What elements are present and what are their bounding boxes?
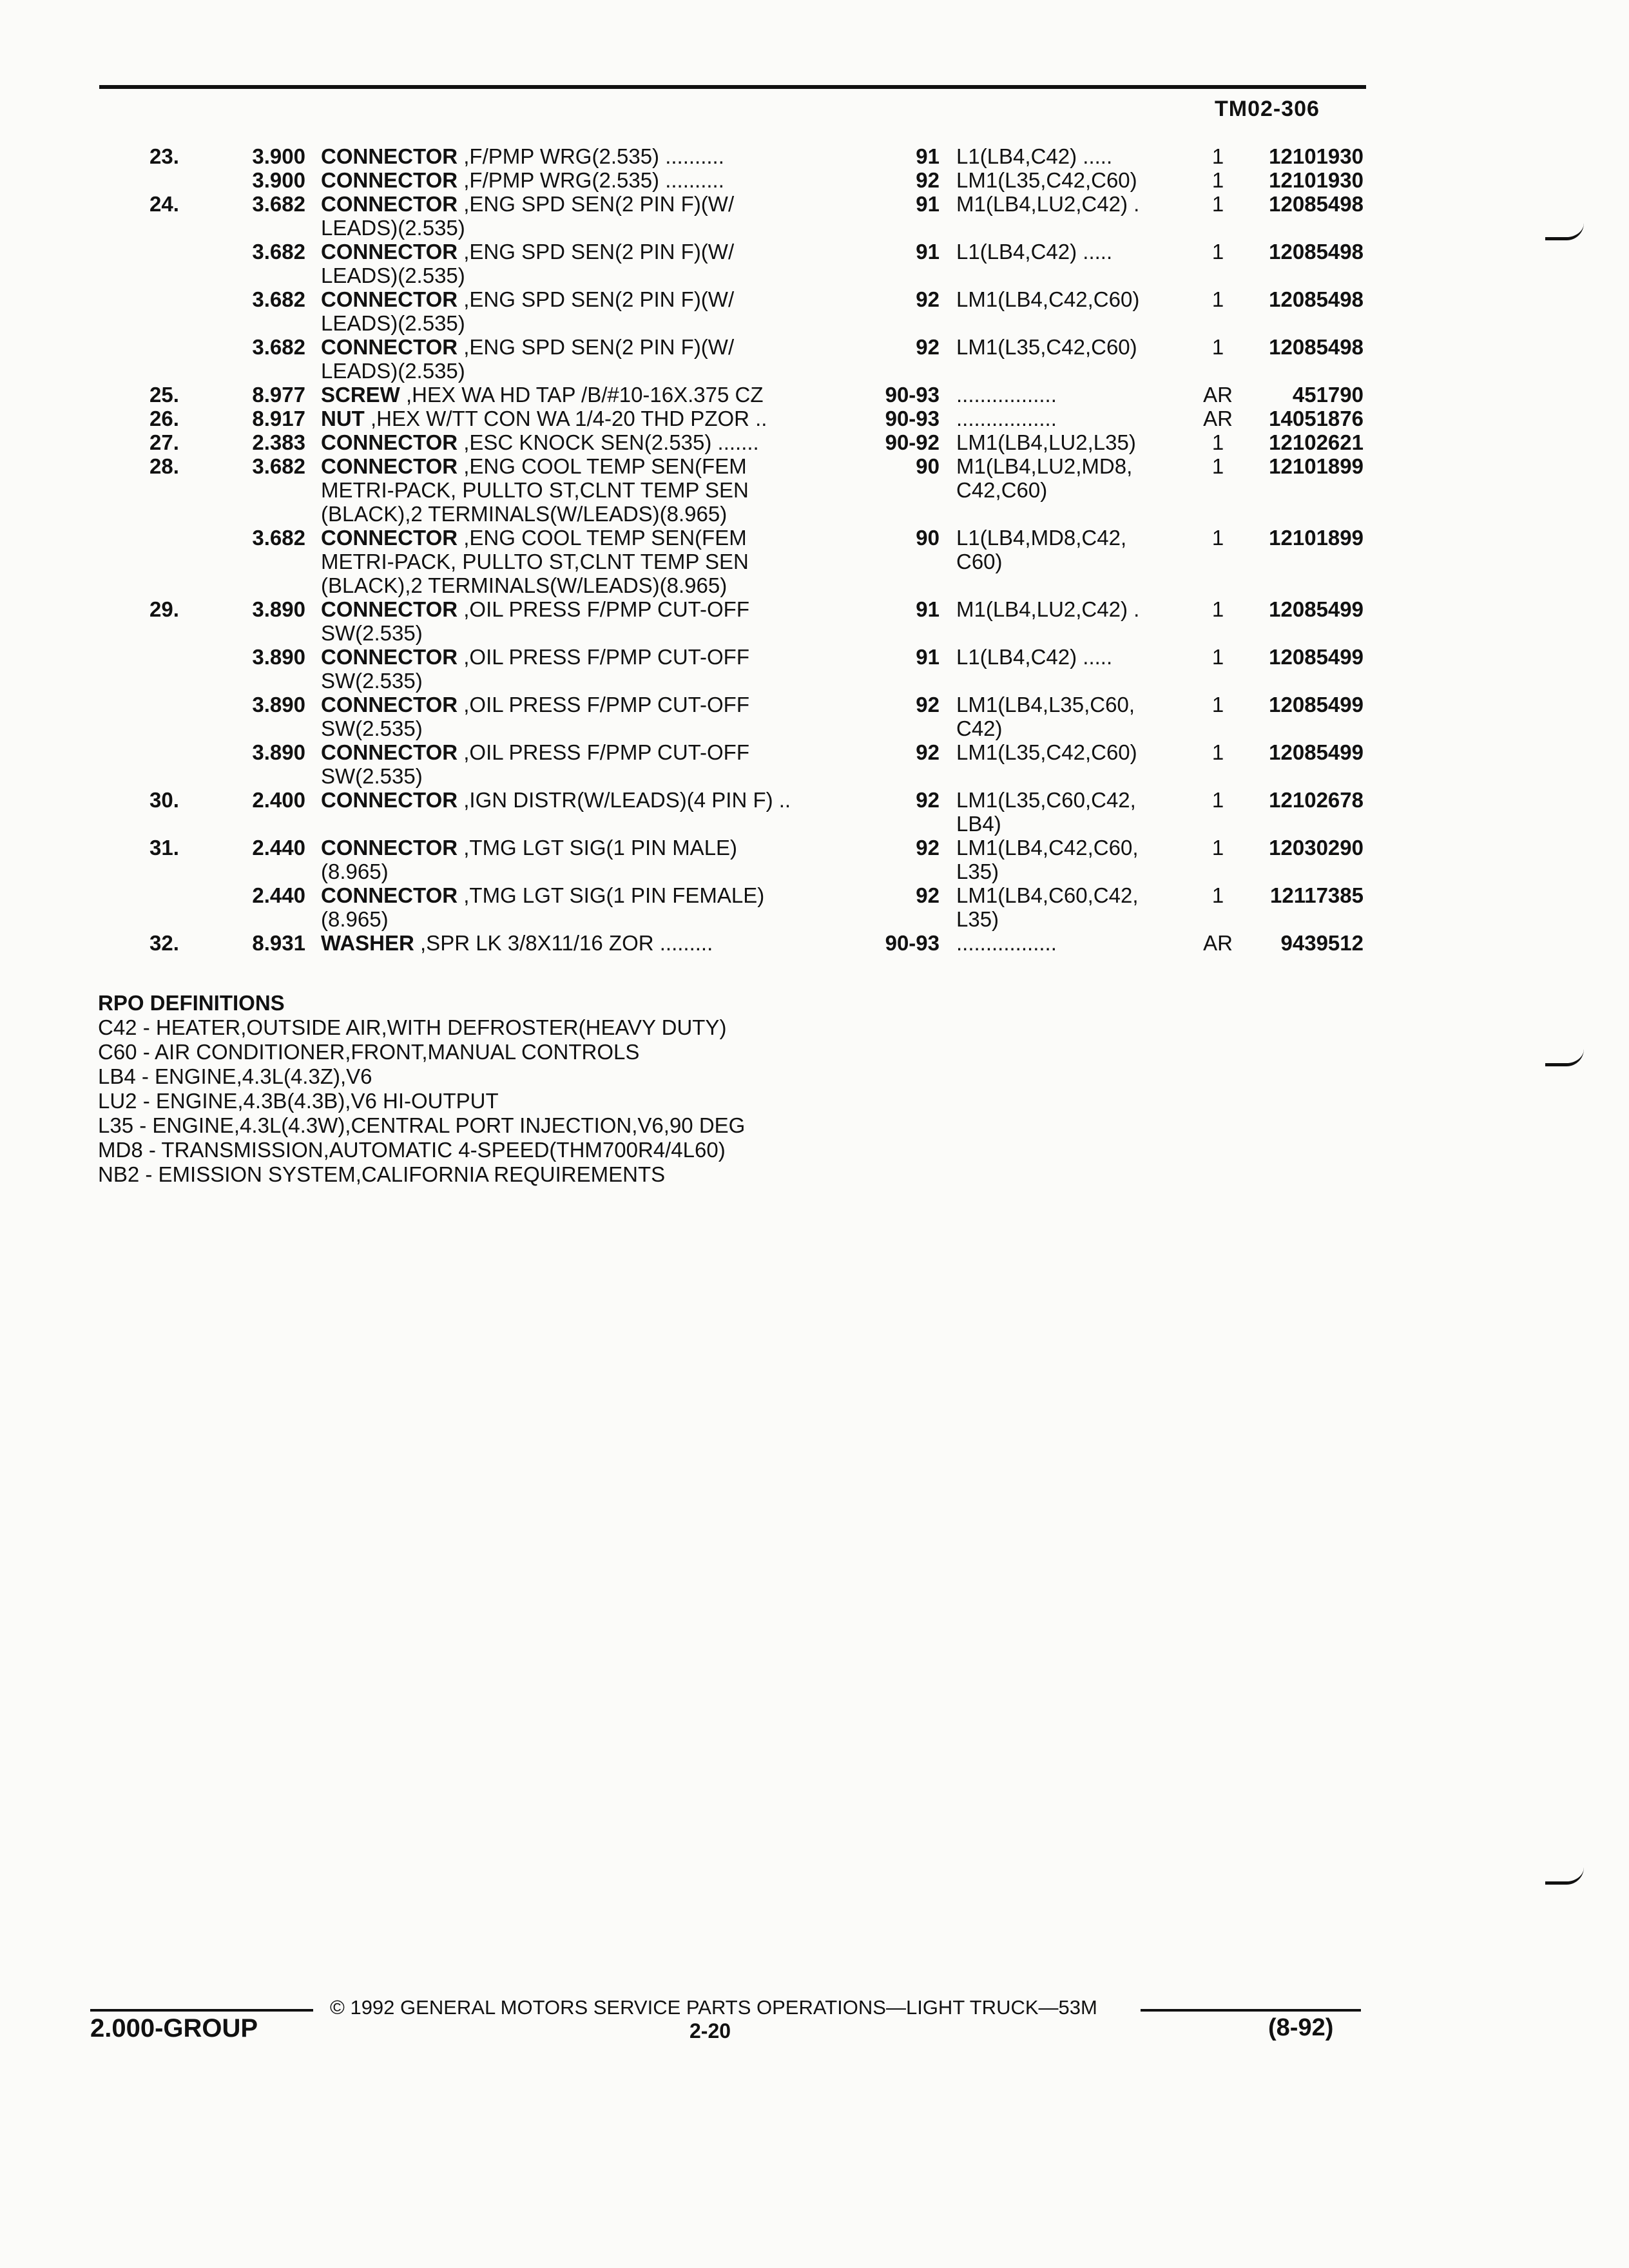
top-rule (99, 85, 1366, 89)
quantity: 1 (1211, 454, 1224, 478)
quantity: 1 (1211, 836, 1224, 860)
rpo-usage: LM1(LB4,LU2,L35) (956, 430, 1136, 454)
part-number: 12102678 (1269, 788, 1364, 812)
table-row (0, 287, 1629, 335)
table-row (0, 192, 1629, 240)
rpo-usage: LM1(L35,C60,C42, LB4) (956, 788, 1136, 836)
part-description-text: ,HEX W/TT CON WA 1/4-20 THD PZOR .. (364, 407, 767, 430)
rpo-usage: LM1(LB4,C42,C60) (956, 287, 1140, 311)
group-number: 2.440 (252, 836, 305, 860)
part-description (321, 883, 862, 931)
part-description (321, 335, 862, 383)
part-description-text: ,ENG SPD SEN(2 PIN F)(W/ LEADS)(2.535) (321, 335, 735, 383)
part-description (321, 383, 862, 407)
item-number: 25. (149, 383, 179, 407)
item-number: 23. (149, 144, 179, 168)
footer-rule-right (1141, 2009, 1361, 2012)
quantity: 1 (1211, 693, 1224, 716)
page-date: (8-92) (1268, 2014, 1334, 2041)
rpo-usage: L1(LB4,MD8,C42, C60) (956, 526, 1127, 573)
group-number: 8.931 (252, 931, 305, 955)
part-description (321, 287, 862, 335)
item-number: 32. (149, 931, 179, 955)
part-noun: CONNECTOR (321, 430, 458, 454)
group-number: 3.682 (252, 526, 305, 550)
part-description (321, 931, 862, 955)
quantity: 1 (1211, 597, 1224, 621)
group-number: 3.682 (252, 240, 305, 264)
quantity: AR (1203, 383, 1233, 407)
part-noun: CONNECTOR (321, 335, 458, 359)
part-noun: CONNECTOR (321, 240, 458, 264)
model-years: 92 (916, 287, 940, 311)
page-number: 2-20 (689, 2019, 731, 2042)
part-number: 12085499 (1269, 597, 1364, 621)
copyright-notice: © 1992 GENERAL MOTORS SERVICE PARTS OPERATIONS—LIGHT TRUCK—53M (330, 1996, 1097, 2019)
model-years: 90-93 (885, 931, 940, 955)
part-number: 12085498 (1269, 192, 1364, 216)
part-number: 12101930 (1269, 168, 1364, 192)
part-noun: CONNECTOR (321, 287, 458, 311)
rpo-usage: M1(LB4,LU2,C42) . (956, 597, 1140, 621)
part-noun: CONNECTOR (321, 597, 458, 621)
item-number: 31. (149, 836, 179, 860)
rpo-definition: LU2 - ENGINE,4.3B(4.3B),V6 HI-OUTPUT (98, 1089, 499, 1113)
group-label: 2.000-GROUP (90, 2014, 258, 2042)
group-number: 3.890 (252, 693, 305, 716)
rpo-usage: LM1(LB4,C60,C42, L35) (956, 883, 1139, 931)
group-number: 3.682 (252, 192, 305, 216)
part-description (321, 192, 862, 240)
rpo-definition: C42 - HEATER,OUTSIDE AIR,WITH DEFROSTER(HEAVY DUTY) (98, 1015, 727, 1039)
model-years: 90-93 (885, 407, 940, 430)
rpo-usage: ................. (956, 407, 1057, 430)
group-number: 3.890 (252, 597, 305, 621)
model-years: 91 (916, 144, 940, 168)
table-row (0, 597, 1629, 645)
table-row (0, 430, 1629, 454)
group-number: 2.383 (252, 430, 305, 454)
part-description-text: ,ENG COOL TEMP SEN(FEM METRI-PACK, PULLTO ST,CLNT TEMP SEN (BLACK),2 TERMINALS(W/LEADS)(8.965) (321, 454, 749, 526)
group-number: 3.682 (252, 335, 305, 359)
rpo-usage: ................. (956, 931, 1057, 955)
part-noun: CONNECTOR (321, 788, 458, 812)
part-number: 12085498 (1269, 287, 1364, 311)
group-number: 3.890 (252, 645, 305, 669)
group-number: 3.900 (252, 168, 305, 192)
model-years: 92 (916, 335, 940, 359)
model-years: 92 (916, 788, 940, 812)
rpo-usage: LM1(L35,C42,C60) (956, 168, 1137, 192)
part-description (321, 407, 862, 430)
part-description (321, 144, 862, 168)
part-number: 12085499 (1269, 693, 1364, 716)
table-row (0, 526, 1629, 597)
group-number: 8.917 (252, 407, 305, 430)
rpo-usage: LM1(L35,C42,C60) (956, 740, 1137, 764)
rpo-usage: M1(LB4,LU2,C42) . (956, 192, 1140, 216)
table-row (0, 836, 1629, 883)
footer-rule-left (90, 2009, 313, 2012)
rpo-usage: L1(LB4,C42) ..... (956, 144, 1113, 168)
part-noun: CONNECTOR (321, 192, 458, 216)
group-number: 2.400 (252, 788, 305, 812)
rpo-definitions-heading: RPO DEFINITIONS (98, 991, 285, 1015)
model-years: 91 (916, 192, 940, 216)
rpo-usage: L1(LB4,C42) ..... (956, 240, 1113, 264)
part-number: 12085499 (1269, 740, 1364, 764)
rpo-definitions (98, 991, 745, 1187)
rpo-definition: LB4 - ENGINE,4.3L(4.3Z),V6 (98, 1064, 372, 1088)
model-years: 90 (916, 526, 940, 550)
model-years: 92 (916, 883, 940, 907)
rpo-usage: LM1(LB4,C42,C60, L35) (956, 836, 1139, 883)
part-noun: CONNECTOR (321, 883, 458, 907)
rpo-usage: LM1(L35,C42,C60) (956, 335, 1137, 359)
quantity: AR (1203, 407, 1233, 430)
group-number: 3.900 (252, 144, 305, 168)
part-number: 12101930 (1269, 144, 1364, 168)
part-description-text: ,F/PMP WRG(2.535) .......... (458, 144, 724, 168)
part-number: 9439512 (1280, 931, 1364, 955)
part-description (321, 454, 862, 526)
part-noun: CONNECTOR (321, 144, 458, 168)
part-number: 12085498 (1269, 240, 1364, 264)
table-row (0, 693, 1629, 740)
part-description-text: ,OIL PRESS F/PMP CUT-OFF SW(2.535) (321, 693, 749, 740)
model-years: 90-92 (885, 430, 940, 454)
quantity: 1 (1211, 740, 1224, 764)
part-description-text: ,OIL PRESS F/PMP CUT-OFF SW(2.535) (321, 597, 749, 645)
part-description-text: ,TMG LGT SIG(1 PIN MALE) (8.965) (321, 836, 738, 883)
rpo-usage: L1(LB4,C42) ..... (956, 645, 1113, 669)
table-row (0, 645, 1629, 693)
document-code: TM02-306 (1215, 97, 1320, 121)
group-number: 3.890 (252, 740, 305, 764)
quantity: 1 (1211, 883, 1224, 907)
part-number: 451790 (1292, 383, 1364, 407)
part-description-text: ,IGN DISTR(W/LEADS)(4 PIN F) .. (458, 788, 791, 812)
part-description-text: ,ENG SPD SEN(2 PIN F)(W/ LEADS)(2.535) (321, 240, 735, 287)
table-row (0, 788, 1629, 836)
part-noun: CONNECTOR (321, 168, 458, 192)
part-description (321, 836, 862, 883)
part-number: 12102621 (1269, 430, 1364, 454)
part-description-text: ,SPR LK 3/8X11/16 ZOR ......... (414, 931, 713, 955)
table-row (0, 335, 1629, 383)
scan-mark (1545, 1867, 1584, 1885)
quantity: 1 (1211, 430, 1224, 454)
quantity: 1 (1211, 645, 1224, 669)
rpo-definition: L35 - ENGINE,4.3L(4.3W),CENTRAL PORT INJECTION,V6,90 DEG (98, 1113, 746, 1137)
item-number: 29. (149, 597, 179, 621)
part-description (321, 240, 862, 287)
table-row (0, 168, 1629, 192)
table-row (0, 740, 1629, 788)
table-row (0, 144, 1629, 168)
part-description-text: ,ESC KNOCK SEN(2.535) ....... (458, 430, 759, 454)
part-description (321, 597, 862, 645)
part-noun: CONNECTOR (321, 454, 458, 478)
part-noun: CONNECTOR (321, 836, 458, 860)
part-description-text: ,OIL PRESS F/PMP CUT-OFF SW(2.535) (321, 740, 749, 788)
part-number: 12101899 (1269, 526, 1364, 550)
part-description (321, 693, 862, 740)
part-description-text: ,ENG COOL TEMP SEN(FEM METRI-PACK, PULLTO ST,CLNT TEMP SEN (BLACK),2 TERMINALS(W/LEADS)(8.965) (321, 526, 749, 597)
part-description-text: ,ENG SPD SEN(2 PIN F)(W/ LEADS)(2.535) (321, 192, 735, 240)
part-number: 12085499 (1269, 645, 1364, 669)
group-number: 3.682 (252, 287, 305, 311)
table-row (0, 931, 1629, 955)
model-years: 92 (916, 693, 940, 716)
quantity: 1 (1211, 287, 1224, 311)
quantity: 1 (1211, 788, 1224, 812)
table-row (0, 240, 1629, 287)
table-row (0, 383, 1629, 407)
model-years: 92 (916, 740, 940, 764)
part-number: 12117385 (1269, 883, 1364, 907)
rpo-definition: NB2 - EMISSION SYSTEM,CALIFORNIA REQUIREMENTS (98, 1162, 666, 1186)
part-description (321, 168, 862, 192)
part-description (321, 788, 862, 812)
item-number: 26. (149, 407, 179, 430)
part-description-text: ,ENG SPD SEN(2 PIN F)(W/ LEADS)(2.535) (321, 287, 735, 335)
model-years: 90-93 (885, 383, 940, 407)
part-description-text: ,TMG LGT SIG(1 PIN FEMALE) (8.965) (321, 883, 765, 931)
model-years: 91 (916, 240, 940, 264)
part-number: 12085498 (1269, 335, 1364, 359)
table-row (0, 407, 1629, 430)
part-number: 12030290 (1269, 836, 1364, 860)
rpo-definition: C60 - AIR CONDITIONER,FRONT,MANUAL CONTROLS (98, 1040, 640, 1064)
part-noun: CONNECTOR (321, 693, 458, 716)
model-years: 92 (916, 836, 940, 860)
rpo-usage: M1(LB4,LU2,MD8, C42,C60) (956, 454, 1133, 502)
quantity: 1 (1211, 335, 1224, 359)
rpo-definition: MD8 - TRANSMISSION,AUTOMATIC 4-SPEED(THM700R4/4L60) (98, 1138, 726, 1162)
model-years: 91 (916, 645, 940, 669)
group-number: 3.682 (252, 454, 305, 478)
quantity: 1 (1211, 192, 1224, 216)
part-description-text: ,OIL PRESS F/PMP CUT-OFF SW(2.535) (321, 645, 749, 693)
item-number: 28. (149, 454, 179, 478)
part-description (321, 645, 862, 693)
quantity: 1 (1211, 526, 1224, 550)
part-description (321, 740, 862, 788)
part-description-text: ,F/PMP WRG(2.535) .......... (458, 168, 724, 192)
part-noun: SCREW (321, 383, 400, 407)
rpo-usage: ................. (956, 383, 1057, 407)
part-noun: CONNECTOR (321, 645, 458, 669)
part-noun: NUT (321, 407, 365, 430)
quantity: AR (1203, 931, 1233, 955)
quantity: 1 (1211, 240, 1224, 264)
model-years: 90 (916, 454, 940, 478)
table-row (0, 883, 1629, 931)
table-row (0, 454, 1629, 526)
scan-mark (1545, 1049, 1584, 1066)
quantity: 1 (1211, 144, 1224, 168)
part-description (321, 526, 862, 597)
model-years: 91 (916, 597, 940, 621)
part-number: 12101899 (1269, 454, 1364, 478)
group-number: 8.977 (252, 383, 305, 407)
model-years: 92 (916, 168, 940, 192)
part-noun: CONNECTOR (321, 740, 458, 764)
rpo-usage: LM1(LB4,L35,C60, C42) (956, 693, 1135, 740)
part-noun: CONNECTOR (321, 526, 458, 550)
item-number: 30. (149, 788, 179, 812)
item-number: 24. (149, 192, 179, 216)
part-noun: WASHER (321, 931, 414, 955)
item-number: 27. (149, 430, 179, 454)
part-description (321, 430, 862, 454)
group-number: 2.440 (252, 883, 305, 907)
part-description-text: ,HEX WA HD TAP /B/#10-16X.375 CZ (400, 383, 764, 407)
part-number: 14051876 (1269, 407, 1364, 430)
quantity: 1 (1211, 168, 1224, 192)
